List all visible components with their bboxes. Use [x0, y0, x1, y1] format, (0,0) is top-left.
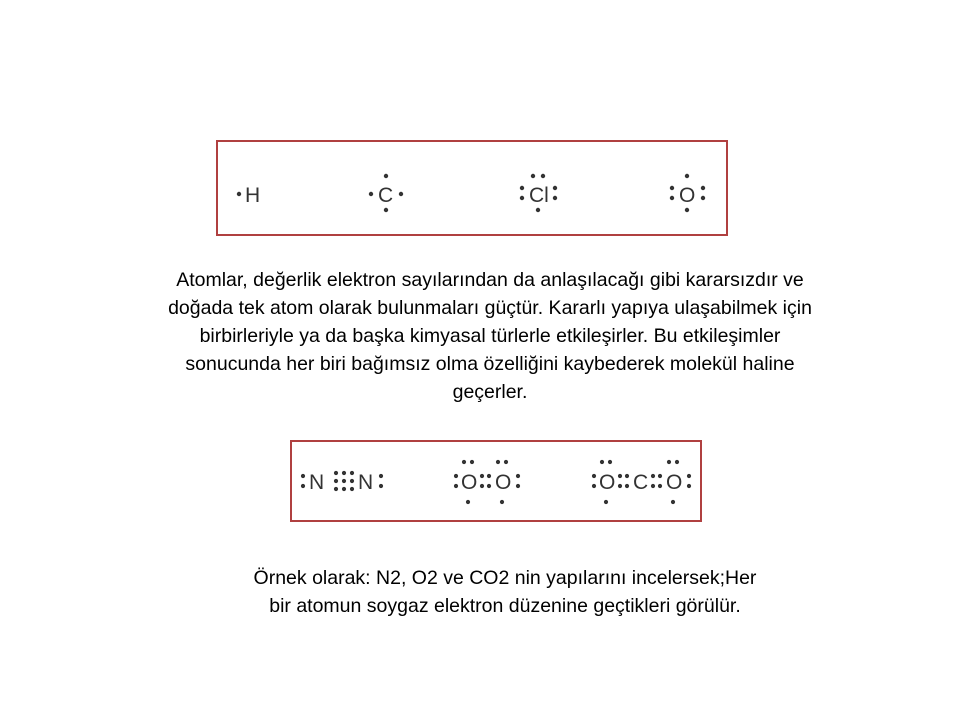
paragraph-line: doğada tek atom olarak bulunmaları güçtür. Kararlı yapıya ulaşabilmek için	[168, 297, 812, 319]
atom-symbol-c: C	[378, 184, 394, 207]
paragraph-line: Atomlar, değerlik elektron sayılarından da anlaşılacağı gibi kararsızdır ve	[176, 269, 804, 291]
atom-symbol-h: H	[245, 184, 261, 207]
molecules-lewis-panel	[290, 440, 702, 522]
paragraph-line: sonucunda her biri bağımsız olma özelliğini kaybederek molekül haline	[185, 353, 795, 375]
lewis-atom-c	[369, 174, 403, 212]
molecule-n2-right-symbol: N	[358, 471, 374, 494]
lewis-atom-o	[670, 174, 705, 212]
molecule-o2-right-symbol: O	[495, 471, 512, 494]
molecule-n2-left-symbol: N	[309, 471, 325, 494]
lewis-atom-h	[237, 184, 260, 207]
atom-symbol-o: O	[679, 184, 696, 207]
example-caption	[150, 564, 860, 620]
molecule-co2-left-symbol: O	[599, 471, 616, 494]
molecule-co2-right-symbol: O	[666, 471, 683, 494]
explanation-paragraph	[80, 266, 900, 406]
paragraph-line: birbirleriyle ya da başka kimyasal türlerle etkileşirler. Bu etkileşimler	[199, 325, 781, 347]
molecule-o2-left-symbol: O	[461, 471, 478, 494]
example-line: Örnek olarak: N2, O2 ve CO2 nin yapılarını incelersek;Her	[253, 567, 757, 589]
atom-symbol-cl: Cl	[529, 184, 549, 207]
lewis-molecule-o2	[454, 460, 520, 504]
molecule-co2-center-symbol: C	[633, 471, 649, 494]
atoms-lewis-diagram	[218, 142, 726, 234]
lewis-molecule-n2	[301, 471, 383, 494]
molecules-lewis-diagram	[292, 442, 700, 520]
paragraph-line: geçerler.	[452, 381, 528, 403]
lewis-molecule-co2	[592, 460, 691, 504]
lewis-atom-cl	[520, 174, 557, 212]
atoms-lewis-panel	[216, 140, 728, 236]
example-line: bir atomun soygaz elektron düzenine geçtikleri görülür.	[269, 595, 741, 617]
